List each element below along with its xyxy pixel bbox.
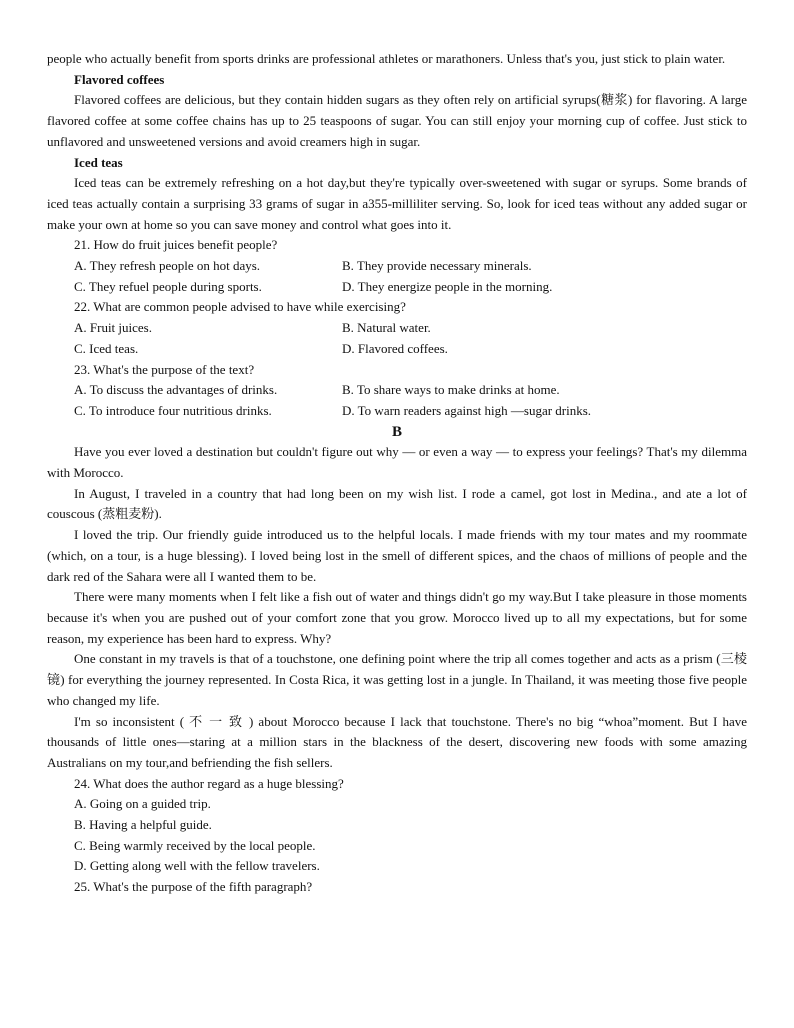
question-24-option-d: D. Getting along well with the fellow travelers. <box>74 858 320 874</box>
question-21-option-c: C. They refuel people during sports. <box>74 278 262 294</box>
paragraph-b3: I loved the trip. Our friendly guide introduced us to the helpful locals. I made friends with my tour mates and my roommate (which, on a tour, is a huge blessing). I loved being lost in the smell of different spices, and the chaos of millions of people and the dark red of the Sahara were all I wanted them to be. <box>47 527 747 584</box>
question-22-stem: 22. What are common people advised to have while exercising? <box>74 299 406 315</box>
section-b-heading: B <box>391 423 402 440</box>
paragraph-b5: One constant in my travels is that of a touchstone, one defining point where the trip all comes together and acts as a prism (三棱镜) for everything the journey represented. In Costa Rica, it was getting lost in a jungle. In Thailand, it was meeting those five people who changed my life. <box>47 651 747 708</box>
paragraph-b1: Have you ever loved a destination but couldn't figure out why — or even a way — to express your feelings? That's my dilemma with Morocco. <box>47 444 747 481</box>
question-22-option-d: D. Flavored coffees. <box>342 340 448 356</box>
question-23-option-c: C. To introduce four nutritious drinks. <box>74 402 272 418</box>
question-23-options-row-2 <box>47 401 747 422</box>
question-22-options-row-1 <box>47 318 747 339</box>
question-25-stem: 25. What's the purpose of the fifth paragraph? <box>74 879 313 895</box>
question-21-option-b: B. They provide necessary minerals. <box>342 258 532 274</box>
heading-iced-teas: Iced teas <box>74 154 123 170</box>
paragraph-b6: I'm so inconsistent ( 不 一 致 ) about Morocco because I lack that touchstone. There's no big “whoa”moment. But I have thousands of little ones—staring at a million stars in the blackness of the desert, discovering new foods with some amazing Australians on my tour,and befriending the fish sellers. <box>47 713 747 770</box>
question-21-options-row-1 <box>47 256 747 277</box>
question-24-option-a: A. Going on a guided trip. <box>74 796 211 812</box>
question-23-option-d: D. To warn readers against high —sugar drinks. <box>342 402 592 418</box>
document-page <box>47 49 747 898</box>
question-22-options-row-2 <box>47 339 747 360</box>
question-23-option-b: B. To share ways to make drinks at home. <box>342 382 560 398</box>
paragraph-intro-end: people who actually benefit from sports drinks are professional athletes or marathoners. Unless that's you, just stick to plain water. <box>47 51 726 66</box>
paragraph-iced-teas: Iced teas can be extremely refreshing on a hot day,but they're typically over-sweetened with sugar or syrups. Some brands of iced teas actually contain a surprising 33 grams of sugar in a355-milliliter serving. So, look for iced teas without any added sugar or make your own at home so you can save money and control what goes into it. <box>47 175 747 232</box>
question-23-option-a: A. To discuss the advantages of drinks. <box>74 382 278 398</box>
question-23-stem: 23. What's the purpose of the text? <box>74 361 255 377</box>
paragraph-b4: There were many moments when I felt like a fish out of water and things didn't go my way.But I take pleasure in those moments because it's when you are pushed out of your comfort zone that you grow. Morocco lived up to all my expectations, but for some reason, my experience has been hard to express. Why? <box>47 589 747 646</box>
question-21-options-row-2 <box>47 277 747 298</box>
question-24-option-b: B. Having a helpful guide. <box>74 817 212 833</box>
paragraph-flavored-coffees: Flavored coffees are delicious, but they contain hidden sugars as they often rely on artificial syrups(糖浆) for flavoring. A large flavored coffee at some coffee chains has up to 25 teaspoons of sugar. You can still enjoy your morning cup of coffee. Just stick to unflavored and unsweetened versions and avoid creamers high in sugar. <box>47 92 747 149</box>
question-21-stem: 21. How do fruit juices benefit people? <box>74 237 278 253</box>
paragraph-b2: In August, I traveled in a country that had long been on my wish list. I rode a camel, got lost in Medina., and ate a lot of couscous (蒸粗麦粉). <box>47 485 747 522</box>
question-21-option-a: A. They refresh people on hot days. <box>74 258 261 274</box>
question-22-option-b: B. Natural water. <box>342 320 431 336</box>
question-22-option-a: A. Fruit juices. <box>74 320 152 336</box>
heading-flavored-coffees: Flavored coffees <box>74 71 165 87</box>
question-21-option-d: D. They energize people in the morning. <box>342 278 553 294</box>
question-24-stem: 24. What does the author regard as a huge blessing? <box>74 775 344 791</box>
question-24-option-c: C. Being warmly received by the local people. <box>74 837 316 853</box>
question-23-options-row-1 <box>47 380 747 401</box>
question-22-option-c: C. Iced teas. <box>74 340 139 356</box>
